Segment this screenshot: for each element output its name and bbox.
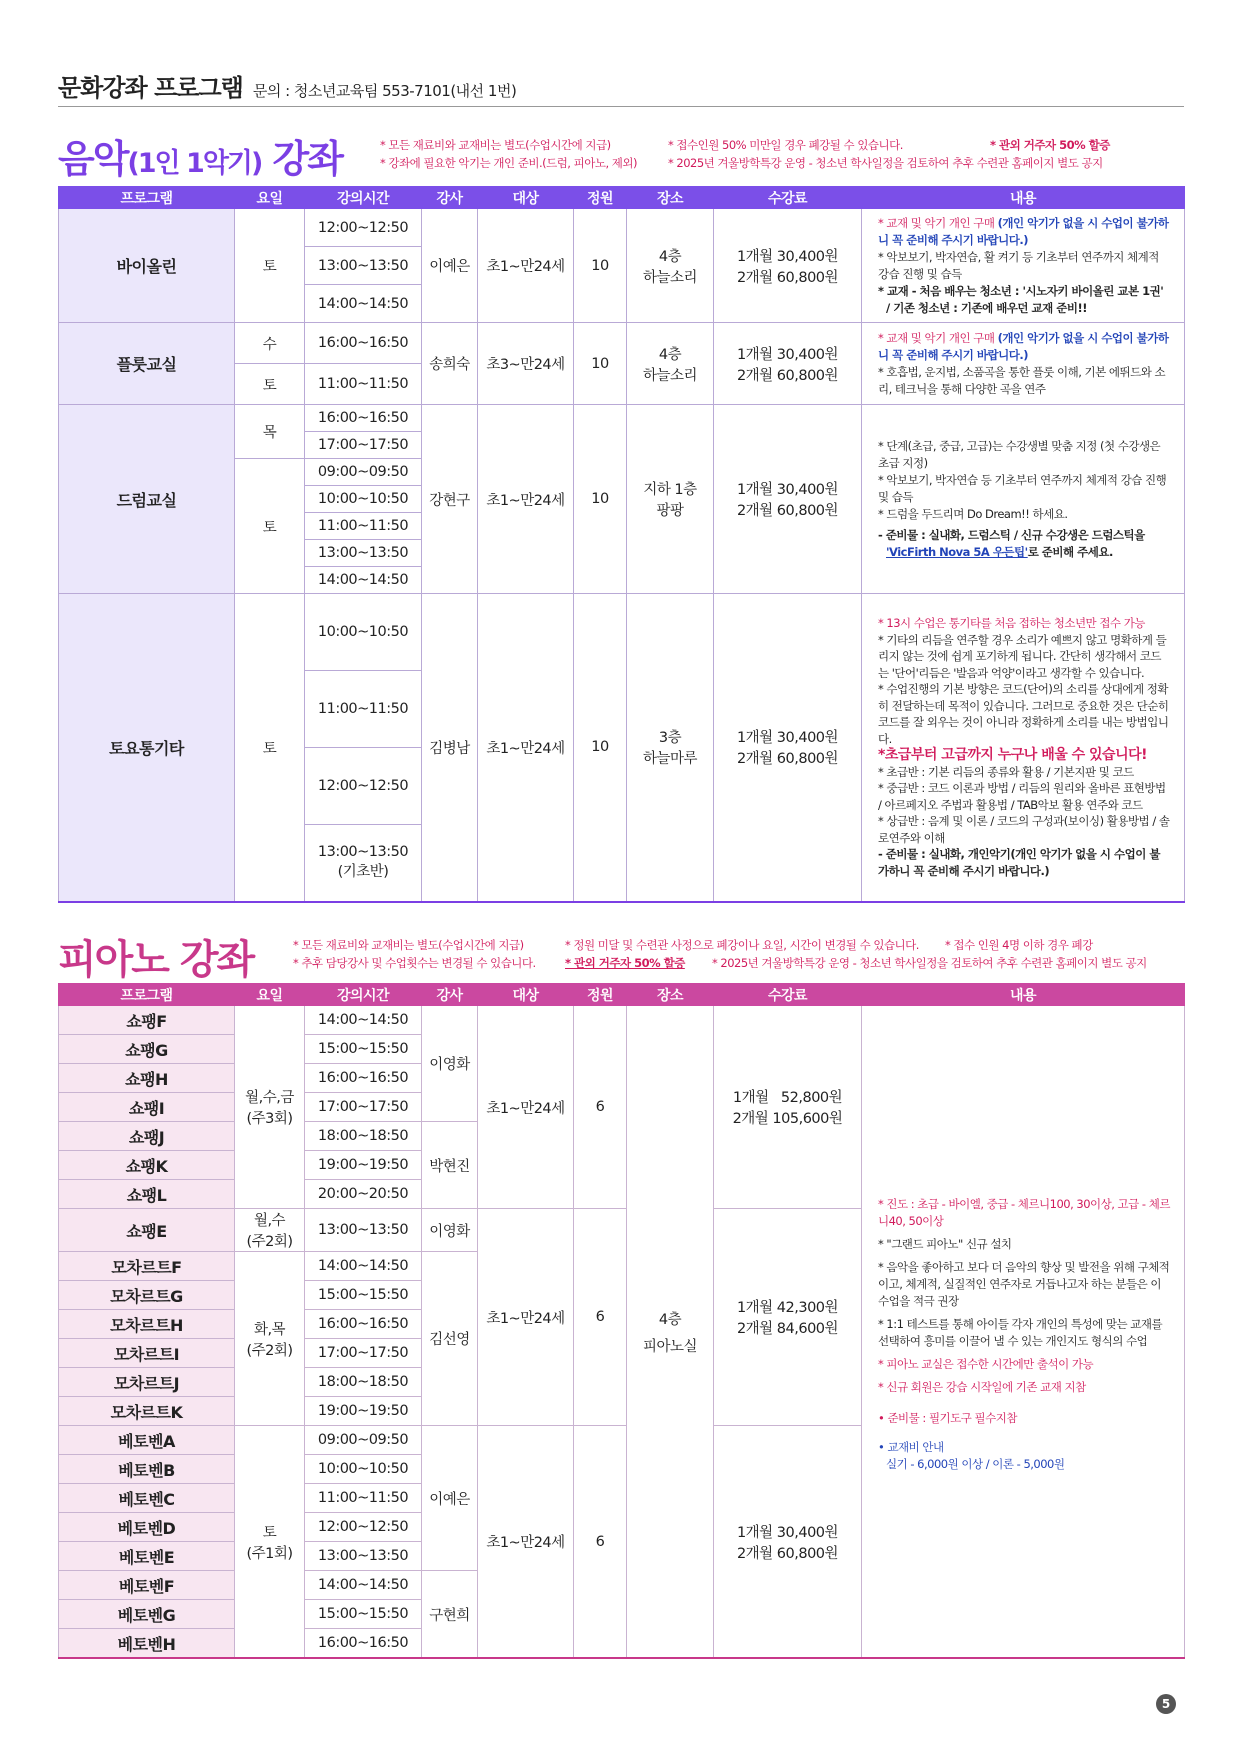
target-cell: 초1~만24세: [478, 1426, 574, 1659]
fee-cell: [714, 1209, 862, 1426]
time-cell: 12:00~12:50: [305, 209, 422, 247]
col-teacher: 강사: [422, 984, 478, 1006]
content-line: * 피아노 교실은 접수한 시간에만 출석이 가능: [878, 1357, 1094, 1371]
place-floor: 지하 1층: [643, 482, 697, 498]
time-cell: 18:00~18:50: [305, 1368, 422, 1397]
content-line: * 악보보기, 박자연습 등 기초부터 연주까지 체계적 강습 진행 및 습득: [878, 472, 1167, 504]
content-line: * 수업진행의 기본 방향은 코드(단어)의 소리를 상대에게 정확히 전달하는데 목적이 있습니다. 그러므로 중요한 것은 단순히 코드를 잘 외우는 것이 아니라 정확하게 소리를 내는 방법입니다.: [878, 682, 1169, 746]
place-cell: [627, 594, 714, 902]
col-target: 대상: [478, 984, 574, 1006]
content-line: * 상급반 : 음계 및 이론 / 코드의 구성과(보이싱) 활용방법 / 솔로연주와 이해: [878, 814, 1170, 845]
piano-note-5: * 접수 인원 4명 이하 경우 폐강: [945, 938, 1093, 952]
music-title-main: 음악: [58, 137, 128, 181]
content-line: * 음악을 좋아하고 보다 더 음악의 향상 및 발전을 위해 구체적이고, 체계적, 실질적인 연주자로 거듭나고자 하는 분들은 이 수업을 적극 권장: [878, 1260, 1170, 1308]
content-line: * 13시 수업은 통기타를 처음 접하는 청소년만 접수 가능: [878, 616, 1145, 631]
time-cell: 09:00~09:50: [305, 459, 422, 486]
time-cell: 18:00~18:50: [305, 1122, 422, 1151]
table-row: [59, 405, 1185, 432]
program-drum: 드럼교실: [59, 405, 235, 594]
time-cell: 12:00~12:50: [305, 748, 422, 825]
content-flute: [862, 323, 1185, 405]
time-cell: 14:00~14:50: [305, 1252, 422, 1281]
fee-2month: 2개월 60,800원: [736, 751, 839, 768]
program-name: 모차르트K: [59, 1397, 235, 1426]
content-line: * 진도 : 초급 - 바이엘, 중급 - 체르니100, 30이상, 고급 - 체르니40, 50이상: [878, 1197, 1170, 1228]
fee-1month: 1개월 30,400원: [736, 1524, 839, 1541]
fee-2month: 2개월 60,800원: [736, 503, 839, 519]
place-room: 하늘소리: [642, 269, 698, 286]
day-cell: [235, 1426, 305, 1659]
fee-cell: [714, 1426, 862, 1659]
piano-section-title: 피아노 강좌: [58, 937, 254, 983]
col-program: 프로그램: [59, 984, 235, 1006]
capacity-cell: 10: [574, 209, 627, 323]
content-line: * 교재 및 악기 개인 구매: [878, 215, 998, 230]
time-cell: 17:00~17:50: [305, 432, 422, 459]
fee-cell: [714, 209, 862, 323]
day-text: 화,목: [253, 1321, 286, 1338]
col-day: 요일: [235, 187, 305, 209]
time-cell: 13:00~13:50: [305, 1542, 422, 1571]
day-text: 월,수,금: [245, 1090, 294, 1106]
content-line: * 교재 - 처음 배우는 청소년 : '시노자키 바이올린 교본 1권': [878, 283, 1164, 298]
program-violin: 바이올린: [59, 209, 235, 323]
music-note-1: * 모든 재료비와 교재비는 별도(수업시간에 지급): [380, 138, 611, 152]
content-line: *초급부터 고급까지 누구나 배울 수 있습니다!: [878, 747, 1148, 764]
capacity-cell: 10: [574, 594, 627, 902]
program-name: 베토벤A: [59, 1426, 235, 1455]
page-header: [58, 68, 1184, 107]
time-cell: 11:00~11:50: [305, 671, 422, 748]
time-cell: 11:00~11:50: [305, 513, 422, 540]
table-row: [59, 323, 1185, 364]
time-cell: 16:00~16:50: [305, 1310, 422, 1339]
teacher-cell: 이예은: [422, 209, 478, 323]
content-guitar: [862, 594, 1185, 902]
day-cell: [235, 1209, 305, 1252]
program-guitar: 토요통기타: [59, 594, 235, 902]
col-content: 내용: [862, 984, 1185, 1006]
program-name: 베토벤D: [59, 1513, 235, 1542]
fee-cell: [714, 594, 862, 902]
time-cell: 14:00~14:50: [305, 1006, 422, 1035]
content-line: (개인 악기가 없을 시 수업이 불가하니 꼭 준비해 주시기 바랍니다.): [878, 215, 1169, 247]
col-capacity: 정원: [574, 187, 627, 209]
piano-note-2: * 추후 담당강사 및 수업횟수는 변경될 수 있습니다.: [293, 956, 536, 970]
piano-note-4: * 관외 거주자 50% 할증: [565, 956, 685, 970]
fee-1month: 1개월 30,400원: [736, 248, 839, 265]
target-cell: 초1~만24세: [478, 1006, 574, 1209]
fee-cell: [714, 323, 862, 405]
time-cell: 17:00~17:50: [305, 1093, 422, 1122]
place-room: 피아노실: [642, 1338, 698, 1355]
fee-2month: 2개월 60,800원: [736, 1545, 839, 1562]
table-row: [59, 209, 1185, 247]
col-program: 프로그램: [59, 187, 235, 209]
time-cell: 13:00~13:50: [305, 540, 422, 567]
content-line: * 초급반 : 기본 리듬의 종류와 활용 / 기본지판 및 코드: [878, 764, 1134, 779]
col-time: 강의시간: [305, 187, 422, 209]
teacher-cell: 송희숙: [422, 323, 478, 405]
page-title: 문화강좌 프로그램: [58, 74, 243, 102]
content-drum: [862, 405, 1185, 594]
page-number: 5: [1156, 1694, 1176, 1714]
time-cell: 16:00~16:50: [305, 323, 422, 364]
target-cell: 초1~만24세: [478, 209, 574, 323]
content-line: 'VicFirth Nova 5A 우든팁': [886, 544, 1028, 559]
day-cell: 목: [235, 405, 305, 459]
day-cell: 토: [235, 594, 305, 902]
time-cell: 17:00~17:50: [305, 1339, 422, 1368]
col-content: 내용: [862, 187, 1185, 209]
time-cell: 15:00~15:50: [305, 1600, 422, 1629]
day-cell: 수: [235, 323, 305, 364]
content-line: (개인 악기가 없을 시 수업이 불가하니 꼭 준비해 주시기 바랍니다.): [878, 330, 1169, 362]
program-name: 쇼팽E: [59, 1209, 235, 1252]
content-line: * 기타의 리듬을 연주할 경우 소리가 예쁘지 않고 명확하게 들리지 않는 것에 쉽게 포기하게 됩니다. 간단히 생각해서 코드는 '단어'리듬은 '발음과 억양'이라고 생각할 수 있습니다.: [878, 632, 1167, 680]
time-cell: 16:00~16:50: [305, 1629, 422, 1659]
target-cell: 초1~만24세: [478, 594, 574, 902]
content-violin: [862, 209, 1185, 323]
content-piano: [862, 1006, 1185, 1659]
teacher-cell: 이영화: [422, 1006, 478, 1122]
teacher-cell: 이영화: [422, 1209, 478, 1252]
content-line: * 중급반 : 코드 이론과 방법 / 리듬의 원리와 올바른 표현방법 / 아르페지오 주법과 활용법 / TAB악보 활용 연주와 코드: [878, 781, 1166, 812]
time-note: (기초반): [337, 864, 389, 881]
time-cell: 15:00~15:50: [305, 1035, 422, 1064]
table-row: [59, 1006, 1185, 1035]
program-name: 쇼팽I: [59, 1093, 235, 1122]
col-time: 강의시간: [305, 984, 422, 1006]
music-title-sub: (1인 1악기): [127, 148, 262, 179]
target-cell: 초1~만24세: [478, 405, 574, 594]
place-room: 팡팡: [656, 503, 684, 519]
teacher-cell: 강현구: [422, 405, 478, 594]
content-line: 로 준비해 주세요.: [1027, 544, 1113, 559]
piano-table-header: [59, 984, 1185, 1006]
place-cell: [627, 1006, 714, 1659]
program-name: 쇼팽H: [59, 1064, 235, 1093]
place-room: 하늘마루: [642, 751, 698, 768]
time-cell: [305, 825, 422, 902]
program-name: 쇼팽F: [59, 1006, 235, 1035]
fee-2month: 2개월 105,600원: [732, 1111, 843, 1127]
music-table-header: [59, 187, 1185, 209]
target-cell: 초3~만24세: [478, 323, 574, 405]
time-cell: 14:00~14:50: [305, 285, 422, 323]
content-line: * 단계(초급, 중급, 고급)는 수강생별 맞춤 지정 (첫 수강생은 초급 지정): [878, 438, 1161, 470]
day-freq: (주2회): [246, 1234, 293, 1250]
program-flute: 플룻교실: [59, 323, 235, 405]
program-name: 모차르트G: [59, 1281, 235, 1310]
day-cell: [235, 1252, 305, 1426]
program-name: 쇼팽G: [59, 1035, 235, 1064]
content-line: * "그랜드 피아노" 신규 설치: [878, 1237, 1012, 1251]
program-name: 베토벤E: [59, 1542, 235, 1571]
fee-1month: 1개월 30,400원: [736, 482, 839, 498]
content-line: - 준비물 : 실내화, 개인악기(개인 악기가 없을 시 수업이 불가하니 꼭 준비해 주시기 바랍니다.): [878, 847, 1160, 878]
time-cell: 10:00~10:50: [305, 1455, 422, 1484]
teacher-cell: 이예은: [422, 1426, 478, 1571]
fee-1month: 1개월 30,400원: [736, 730, 839, 747]
teacher-cell: 김병남: [422, 594, 478, 902]
day-freq: (주1회): [246, 1545, 293, 1562]
capacity-cell: 6: [574, 1426, 627, 1659]
program-name: 쇼팽J: [59, 1122, 235, 1151]
content-line: 실기 - 6,000원 이상 / 이론 - 5,000원: [886, 1457, 1065, 1471]
capacity-cell: 10: [574, 323, 627, 405]
col-target: 대상: [478, 187, 574, 209]
time-cell: 19:00~19:50: [305, 1151, 422, 1180]
place-room: 하늘소리: [642, 367, 698, 384]
time-cell: 15:00~15:50: [305, 1281, 422, 1310]
day-cell: 토: [235, 209, 305, 323]
time-cell: 19:00~19:50: [305, 1397, 422, 1426]
col-fee: 수강료: [714, 984, 862, 1006]
program-name: 베토벤H: [59, 1629, 235, 1659]
capacity-cell: 6: [574, 1006, 627, 1209]
place-floor: 4층: [658, 248, 682, 265]
content-line: * 호흡법, 운지법, 소품곡을 통한 플룻 이해, 기본 에뛰드와 소리, 테크닉을 통해 다양한 곡을 연주: [878, 364, 1166, 396]
capacity-cell: 6: [574, 1209, 627, 1426]
content-line: * 드럼을 두드리며 Do Dream!! 하세요.: [878, 506, 1068, 521]
music-note-3: * 접수인원 50% 미만일 경우 폐강될 수 있습니다.: [668, 138, 903, 152]
teacher-cell: 박현진: [422, 1122, 478, 1209]
piano-note-1: * 모든 재료비와 교재비는 별도(수업시간에 지급): [293, 938, 524, 952]
fee-cell: [714, 1006, 862, 1209]
day-text: 월,수: [253, 1213, 286, 1229]
time-cell: 10:00~10:50: [305, 594, 422, 671]
time-cell: 09:00~09:50: [305, 1426, 422, 1455]
fee-1month: 1개월 30,400원: [736, 346, 839, 363]
col-place: 장소: [627, 984, 714, 1006]
time-cell: 12:00~12:50: [305, 1513, 422, 1542]
time-cell: 11:00~11:50: [305, 364, 422, 405]
time-cell: 16:00~16:50: [305, 405, 422, 432]
fee-2month: 2개월 60,800원: [736, 269, 839, 286]
fee-cell: [714, 405, 862, 594]
time-cell: 14:00~14:50: [305, 567, 422, 594]
program-name: 베토벤G: [59, 1600, 235, 1629]
place-cell: [627, 209, 714, 323]
music-note-5: * 관외 거주자 50% 할증: [990, 138, 1110, 152]
place-floor: 4층: [658, 346, 682, 363]
col-day: 요일: [235, 984, 305, 1006]
day-cell: 토: [235, 459, 305, 594]
place-floor: 3층: [658, 730, 682, 747]
time-cell: 11:00~11:50: [305, 1484, 422, 1513]
day-cell: [235, 1006, 305, 1209]
program-name: 베토벤B: [59, 1455, 235, 1484]
program-name: 쇼팽L: [59, 1180, 235, 1209]
music-section-title: [58, 128, 342, 183]
piano-schedule-table: [58, 983, 1185, 1659]
target-cell: 초1~만24세: [478, 1209, 574, 1426]
program-name: 모차르트J: [59, 1368, 235, 1397]
day-text: 토: [262, 1524, 277, 1541]
piano-note-6: * 2025년 겨울방학특강 운영 - 청소년 학사일정을 검토하여 추후 수련관 홈페이지 별도 공지: [712, 956, 1147, 970]
content-line: / 기존 청소년 : 기존에 배우던 교재 준비!!: [886, 300, 1087, 315]
day-freq: (주2회): [246, 1342, 293, 1359]
day-freq: (주3회): [246, 1111, 293, 1127]
program-name: 쇼팽K: [59, 1151, 235, 1180]
col-capacity: 정원: [574, 984, 627, 1006]
music-note-2: * 강좌에 필요한 악기는 개인 준비.(드럼, 피아노, 제외): [380, 156, 637, 170]
fee-2month: 2개월 60,800원: [736, 367, 839, 384]
content-line: * 교재 및 악기 개인 구매: [878, 330, 998, 345]
program-name: 베토벤F: [59, 1571, 235, 1600]
music-title-tail: 강좌: [261, 137, 342, 181]
content-line: * 악보보기, 박자연습, 활 켜기 등 기초부터 연주까지 체계적 강습 진행 및 습득: [878, 249, 1159, 281]
content-line: * 신규 회원은 강습 시작일에 기존 교재 지참: [878, 1380, 1086, 1394]
time-cell: 13:00~13:50: [305, 247, 422, 285]
place-cell: [627, 323, 714, 405]
content-line: • 교재비 안내: [878, 1440, 944, 1454]
piano-note-3: * 정원 미달 및 수련관 사정으로 폐강이나 요일, 시간이 변경될 수 있습니다.: [565, 938, 919, 952]
time-cell: 16:00~16:50: [305, 1064, 422, 1093]
place-cell: [627, 405, 714, 594]
day-cell: 토: [235, 364, 305, 405]
music-note-4: * 2025년 겨울방학특강 운영 - 청소년 학사일정을 검토하여 추후 수련관 홈페이지 별도 공지: [668, 156, 1103, 170]
contact-info: 문의 : 청소년교육팀 553-7101(내선 1번): [252, 82, 517, 100]
music-schedule-table: [58, 186, 1185, 903]
col-fee: 수강료: [714, 187, 862, 209]
program-name: 모차르트H: [59, 1310, 235, 1339]
program-name: 모차르트F: [59, 1252, 235, 1281]
teacher-cell: 구현희: [422, 1571, 478, 1659]
time-cell: 13:00~13:50: [305, 1209, 422, 1252]
col-place: 장소: [627, 187, 714, 209]
program-name: 베토벤C: [59, 1484, 235, 1513]
teacher-cell: 김선영: [422, 1252, 478, 1426]
time-cell: 14:00~14:50: [305, 1571, 422, 1600]
capacity-cell: 10: [574, 405, 627, 594]
time-text: 13:00~13:50: [317, 844, 409, 861]
content-line: - 준비물 : 실내화, 드럼스틱 / 신규 수강생은 드럼스틱을: [878, 527, 1145, 542]
fee-1month: 1개월 42,300원: [736, 1300, 839, 1316]
place-floor: 4층: [658, 1311, 682, 1328]
table-row: [59, 594, 1185, 671]
content-line: * 1:1 테스트를 통해 아이들 각자 개인의 특성에 맞는 교재를 선택하여 흥미를 이끌어 낼 수 있는 개인지도 형식의 수업: [878, 1317, 1163, 1348]
content-line: • 준비물 : 필기도구 필수지참: [878, 1411, 1017, 1425]
time-cell: 20:00~20:50: [305, 1180, 422, 1209]
time-cell: 10:00~10:50: [305, 486, 422, 513]
fee-1month: 1개월 52,800원: [732, 1090, 843, 1106]
fee-2month: 2개월 84,600원: [736, 1321, 839, 1337]
program-name: 모차르트I: [59, 1339, 235, 1368]
col-teacher: 강사: [422, 187, 478, 209]
